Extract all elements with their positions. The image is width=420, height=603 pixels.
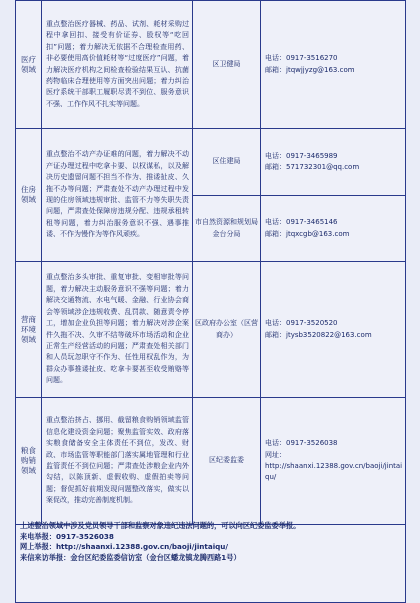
table-row — [16, 1, 406, 129]
email-text: 邮箱：jtqxcgb@163.com — [265, 229, 350, 238]
email-text: 邮箱：571732301@qq.com — [265, 163, 360, 171]
web-label: 网址： — [265, 450, 286, 459]
footer-phone: 来电举报：0917-3526038 — [20, 531, 114, 541]
phone-text: 电话：0917-3516270 — [265, 54, 338, 63]
contact-cell — [261, 129, 406, 196]
footer-web[interactable]: 网上举报：http://shaanxi.12388.gov.cn/baoji/jintaiqu/ — [20, 542, 229, 552]
phone-text: 电话：0917-3465989 — [265, 151, 338, 160]
contact-cell — [261, 1, 406, 129]
phone-text: 电话：0917-3526038 — [265, 439, 338, 448]
footer-note: 上述整治领域中涉及党员领导干部和监察对象违纪违法问题的，可以向区纪委监委举报。 — [20, 521, 301, 530]
contact-cell — [261, 262, 406, 398]
dept-cell: 区纪委监委 — [193, 398, 261, 525]
desc-cell: 重点整治不动产办证难的问题，着力解决不动产证办理过程中吃拿卡要、以权谋私，以及解决历史遗留问题不担当不作为、推诿扯皮、久拖不办等问题；严肃查处不动产办理过程中发现的住房领域违规审批、监管不力等失职失责问题，严肃查处保障房违规分配、违规承租转租等问题，着力纠治服务意识不强、遇事推诿、不作为慢作为等作风顽疾。 — [42, 129, 193, 262]
area-cell: 粮食购销领域 — [16, 398, 42, 525]
phone-text: 电话：0917-3465146 — [265, 218, 338, 227]
table-row — [16, 129, 406, 196]
report-page — [15, 0, 406, 603]
website-link[interactable]: http://shaanxi.12388.gov.cn/baoji/jintaiqu/ — [265, 462, 403, 482]
email-text: 邮箱：jtysb3520822@163.com — [265, 330, 372, 339]
contact-cell — [261, 398, 406, 525]
rectification-table — [15, 0, 406, 525]
phone-text: 电话：0917-3520520 — [265, 319, 338, 328]
table-row — [16, 262, 406, 398]
footer-address: 来信来访举报：金台区纪委监委信访室（金台区蟠龙镇龙腾西路1号） — [20, 553, 241, 563]
email-text: 邮箱：jtqwjjyzg@163.com — [265, 65, 355, 74]
dept-cell: 市自然资源和规划局金台分局 — [193, 196, 261, 262]
dept-cell: 区卫健局 — [193, 1, 261, 129]
contact-cell — [261, 196, 406, 262]
area-cell: 住房领域 — [16, 129, 42, 262]
dept-cell: 区住建局 — [193, 129, 261, 196]
area-cell: 营商环境领域 — [16, 262, 42, 398]
area-cell: 医疗领域 — [16, 1, 42, 129]
report-footer — [15, 519, 406, 603]
desc-cell: 重点整治医疗器械、药品、试剂、耗材采购过程中拿回扣、接受有价证券、股权等“吃回扣”问题；着力解决无依据不合理检查用药、非必要使用高价值耗材等“过度医疗”问题，着力解决医疗机构之间检查检验结果互认、抗菌药物临床合理使用等方面突出问题；着力纠治医疗系统干部职工履职尽责不到位、服务意识不强、工作作风不扎实等问题。 — [42, 1, 193, 129]
table-row — [16, 398, 406, 525]
dept-cell: 区政府办公室（区营商办） — [193, 262, 261, 398]
desc-cell: 重点整治挤占、挪用、截留粮食购销领域监管信息化建设资金问题；聚焦监管实效、政府落实粮食储备安全主体责任不到位，发改、财政、市场监管等职能部门落实属地管理和行业监管责任不到位问题；严肃查处涉粮企业内外勾结，以陈顶新、虚假收购、虚假拍卖等问题；督促抓好前期发现问题整改落实，做实以案促改，推动完善制度机制。 — [42, 398, 193, 525]
desc-cell: 重点整治多头审批、重复审批、变相审批等问题，着力解决主动服务意识不强等问题；着力解决交通物流、水电气暖、金融、行业协会商会等领域涉企违规收费、乱罚款、随意责令停工，增加企业负担等问题；着力解决对涉企案件久拖不决、久审不结等破坏市场活动和企业正常生产经营活动的问题；严肃查处相关部门和人员玩忽职守不作为、任性用权乱作为，为群众办事推诿扯皮、吃拿卡要甚至收受贿赂等问题。 — [42, 262, 193, 398]
